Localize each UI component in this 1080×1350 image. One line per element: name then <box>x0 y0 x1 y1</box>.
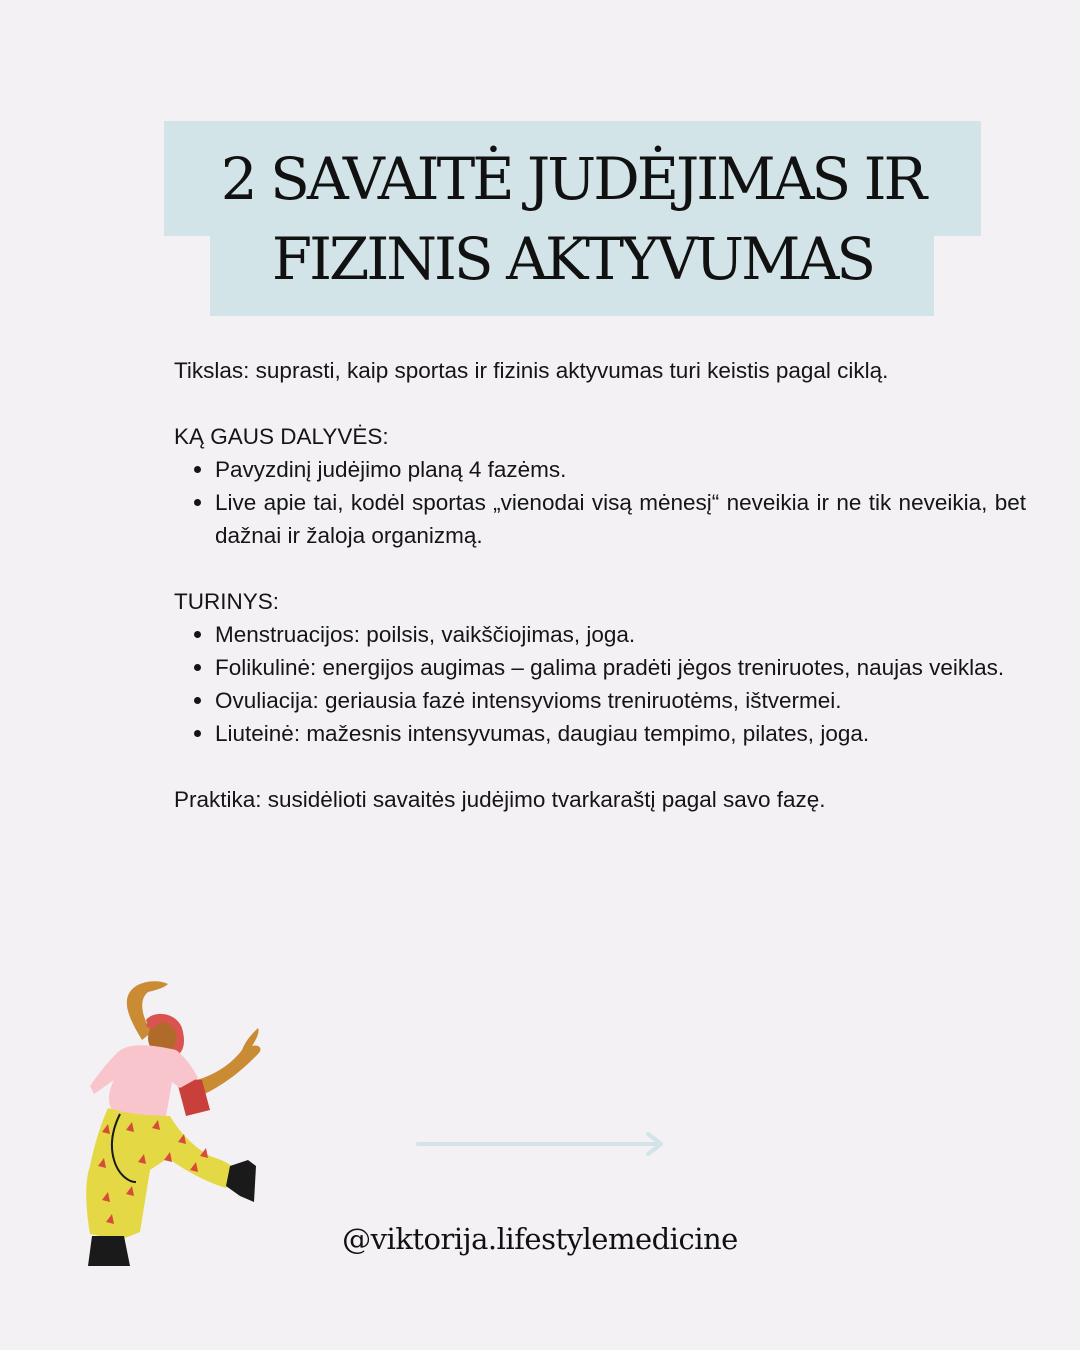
contents-list <box>174 618 1026 750</box>
participants-heading: KĄ GAUS DALYVĖS: <box>174 424 389 449</box>
list-item-text: Menstruacijos: poilsis, vaikščiojimas, joga. <box>215 622 636 647</box>
list-item <box>174 651 1026 684</box>
list-item-text: Live apie tai, kodėl sportas „vienodai visą mėnesį“ neveikia ir ne tik neveikia, bet dažnai ir žaloja organizmą. <box>215 490 1026 548</box>
participants-list <box>174 453 1026 552</box>
spacer <box>174 387 1026 420</box>
list-item <box>174 618 1026 651</box>
practice-text: Praktika: susidėlioti savaitės judėjimo tvarkaraštį pagal savo fazę. <box>174 787 826 812</box>
goal-text: Tikslas: suprasti, kaip sportas ir fizinis aktyvumas turi keistis pagal ciklą. <box>174 358 889 383</box>
bullet-icon <box>194 631 201 638</box>
list-item-text: Liuteinė: mažesnis intensyvumas, daugiau tempimo, pilates, joga. <box>215 721 870 746</box>
arrow-right-icon <box>416 1130 666 1158</box>
list-item-text: Pavyzdinį judėjimo planą 4 fazėms. <box>215 457 567 482</box>
page-title-line-1: 2 SAVAITĖ JUDĖJIMAS IR <box>220 145 925 213</box>
list-item <box>174 453 1026 486</box>
contents-heading: TURINYS: <box>174 589 280 614</box>
title-block <box>0 0 1080 330</box>
main-content <box>174 354 1026 816</box>
list-item <box>174 684 1026 717</box>
list-item <box>174 717 1026 750</box>
bullet-icon <box>194 730 201 737</box>
bullet-icon <box>194 466 201 473</box>
bullet-icon <box>194 664 201 671</box>
bullet-icon <box>194 697 201 704</box>
spacer <box>174 750 1026 783</box>
spacer <box>174 552 1026 585</box>
social-handle: @viktorija.lifestylemedicine <box>342 1222 738 1256</box>
list-item-text: Folikulinė: energijos augimas – galima pradėti jėgos treniruotes, naujas veiklas. <box>215 655 1005 680</box>
list-item <box>174 486 1026 552</box>
page-title-line-2: FIZINIS AKTYVUMAS <box>271 225 874 293</box>
list-item-text: Ovuliacija: geriausia fazė intensyvioms treniruotėms, ištvermei. <box>215 688 842 713</box>
bullet-icon <box>194 499 201 506</box>
